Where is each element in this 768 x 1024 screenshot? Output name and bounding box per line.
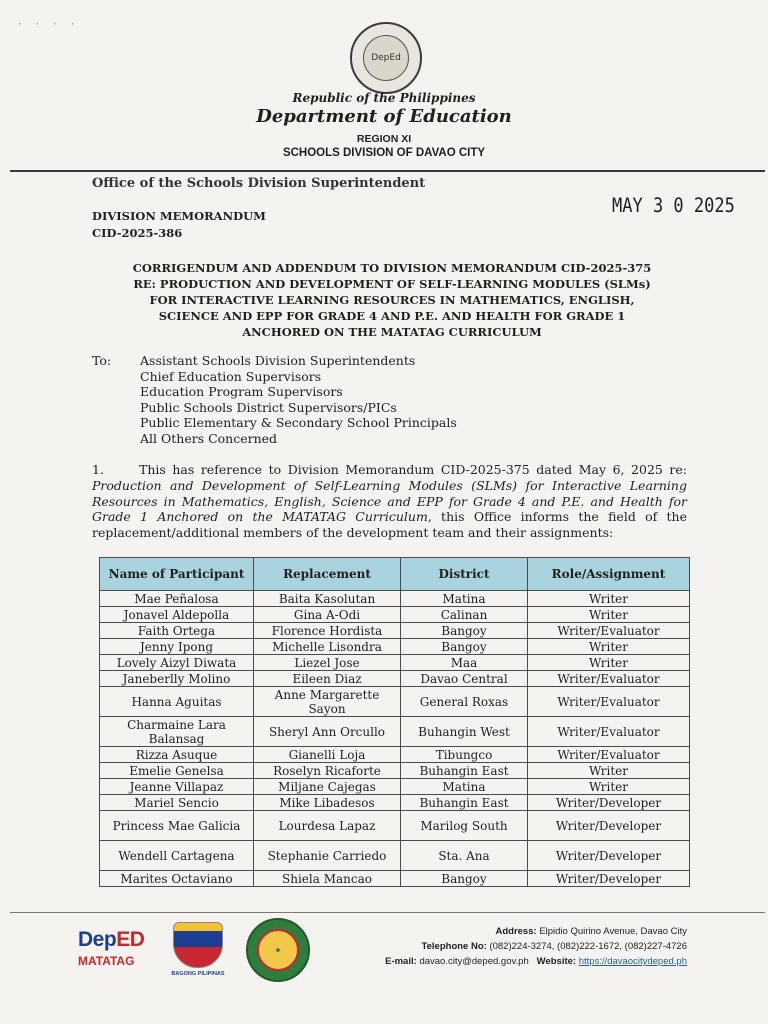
table-row	[100, 623, 690, 639]
table-row	[100, 655, 690, 671]
cell-replacement: Mike Libadesos	[254, 795, 401, 811]
cell-replacement: Stephanie Carriedo	[254, 841, 401, 871]
to-label: To:	[92, 353, 112, 368]
table-row	[100, 811, 690, 841]
paragraph-text: This has reference to Division Memorandum CID-2025-375 dated May 6, 2025 re:	[139, 462, 687, 477]
cell-replacement: Shiela Mancao	[254, 871, 401, 887]
table-row	[100, 871, 690, 887]
cell-replacement: Gianelli Loja	[254, 747, 401, 763]
cell-participant: Marites Octaviano	[100, 871, 254, 887]
recipient-item: Education Program Supervisors	[140, 384, 343, 399]
email-value: davao.city@deped.gov.ph	[419, 956, 529, 967]
davao-seal-center: ★	[257, 929, 299, 971]
cell-role: Writer	[528, 591, 690, 607]
table-row	[100, 841, 690, 871]
table-row	[100, 717, 690, 747]
cell-role: Writer/Evaluator	[528, 623, 690, 639]
table-body	[100, 591, 690, 887]
cell-district: Bangoy	[401, 871, 528, 887]
subject-line: ANCHORED ON THE MATATAG CURRICULUM	[242, 325, 542, 339]
cell-district: Sta. Ana	[401, 841, 528, 871]
region-heading: REGION XI	[356, 133, 412, 145]
header-participant: Name of Participant	[100, 558, 254, 591]
memo-type: DIVISION MEMORANDUM	[92, 209, 266, 223]
department-heading: Department of Education	[256, 106, 512, 127]
address-label: Address:	[495, 926, 537, 937]
bagong-pilipinas-label: BAGONG PILIPINAS	[171, 971, 225, 977]
team-table	[99, 557, 690, 887]
cell-district: Marilog South	[401, 811, 528, 841]
cell-district: Buhangin West	[401, 717, 528, 747]
deped-seal-icon	[350, 22, 422, 94]
cell-district: Buhangin East	[401, 763, 528, 779]
subject-line: FOR INTERACTIVE LEARNING RESOURCES IN MATHEMATICS, ENGLISH,	[149, 293, 635, 307]
date-stamp: MAY 3 0 2025	[612, 194, 735, 218]
cell-role: Writer	[528, 607, 690, 623]
cell-participant: Lovely Aizyl Diwata	[100, 655, 254, 671]
cell-participant: Mariel Sencio	[100, 795, 254, 811]
cell-participant: Faith Ortega	[100, 623, 254, 639]
phone-label: Telephone No:	[421, 941, 487, 952]
cell-district: Calinan	[401, 607, 528, 623]
cell-role: Writer/Developer	[528, 795, 690, 811]
cell-participant: Wendell Cartagena	[100, 841, 254, 871]
header-district: District	[401, 558, 528, 591]
recipient-list	[140, 353, 457, 446]
address-value: Elpidio Quirino Avenue, Davao City	[539, 926, 687, 937]
memo-header	[92, 208, 266, 242]
header-divider	[10, 170, 765, 172]
table-row	[100, 607, 690, 623]
subject-line: SCIENCE AND EPP FOR GRADE 4 AND P.E. AND HEALTH FOR GRADE 1	[158, 309, 626, 323]
scan-marks: · · · ·	[18, 20, 81, 30]
cell-participant: Jonavel Aldepolla	[100, 607, 254, 623]
phone-line	[300, 939, 687, 954]
cell-role: Writer/Developer	[528, 871, 690, 887]
table-row	[100, 639, 690, 655]
cell-replacement: Lourdesa Lapaz	[254, 811, 401, 841]
cell-replacement: Anne Margarette Sayon	[254, 687, 401, 717]
table-row	[100, 747, 690, 763]
table-row	[100, 591, 690, 607]
subject-line: CORRIGENDUM AND ADDENDUM TO DIVISION MEMORANDUM CID-2025-375	[132, 261, 652, 275]
memo-number: CID-2025-386	[92, 226, 183, 240]
cell-district: Davao Central	[401, 671, 528, 687]
republic-heading: Republic of the Philippines	[292, 91, 476, 105]
table-header-row	[100, 558, 690, 591]
cell-district: General Roxas	[401, 687, 528, 717]
cell-role: Writer/Evaluator	[528, 747, 690, 763]
cell-participant: Emelie Genelsa	[100, 763, 254, 779]
cell-participant: Mae Peñalosa	[100, 591, 254, 607]
header-role: Role/Assignment	[528, 558, 690, 591]
cell-replacement: Liezel Jose	[254, 655, 401, 671]
body-paragraph	[92, 462, 687, 541]
cell-participant: Charmaine Lara Balansag	[100, 717, 254, 747]
seal-center: DepEd	[363, 35, 409, 81]
cell-district: Bangoy	[401, 639, 528, 655]
header-replacement: Replacement	[254, 558, 401, 591]
phone-value: (082)224-3274, (082)222-1672, (082)227-4726	[489, 941, 687, 952]
cell-role: Writer/Developer	[528, 841, 690, 871]
deped-dep: Dep	[78, 928, 117, 951]
office-title: Office of the Schools Division Superintendent	[92, 176, 426, 191]
cell-district: Buhangin East	[401, 795, 528, 811]
recipient-item: Assistant Schools Division Superintendents	[140, 353, 416, 368]
bagong-pilipinas-emblem-icon	[173, 922, 223, 968]
division-heading: SCHOOLS DIVISION OF DAVAO CITY	[282, 147, 486, 159]
table-row	[100, 779, 690, 795]
cell-replacement: Eileen Diaz	[254, 671, 401, 687]
website-label: Website:	[536, 956, 577, 967]
cell-district: Maa	[401, 655, 528, 671]
cell-replacement: Florence Hordista	[254, 623, 401, 639]
paragraph-title-italic: Production and Development of Self-Learning Modules (SLMs) for Interactive Learning Resources in Mathematics, English, Science and EPP for Grade 4 and P.E. and Health for Grade 1 Anchored on the MATATAG Curriculum	[92, 477, 687, 525]
cell-participant: Jeanne Villapaz	[100, 779, 254, 795]
cell-district: Matina	[401, 591, 528, 607]
cell-replacement: Miljane Cajegas	[254, 779, 401, 795]
table-row	[100, 795, 690, 811]
recipient-item: Public Elementary & Secondary School Principals	[140, 415, 457, 430]
cell-district: Tibungco	[401, 747, 528, 763]
email-label: E-mail:	[385, 956, 417, 967]
cell-role: Writer/Evaluator	[528, 671, 690, 687]
deped-matatag-logo	[78, 928, 153, 968]
deped-ed: ED	[116, 928, 145, 951]
contact-block	[300, 924, 687, 969]
recipient-item: All Others Concerned	[140, 430, 278, 446]
cell-replacement: Baita Kasolutan	[254, 591, 401, 607]
footer-divider	[10, 912, 765, 913]
website-link[interactable]: https://davaocitydeped.ph	[578, 956, 687, 967]
recipient-item: Chief Education Supervisors	[140, 368, 322, 384]
cell-role: Writer	[528, 763, 690, 779]
matatag-wordmark: MATATAG	[78, 954, 135, 968]
subject-line: RE: PRODUCTION AND DEVELOPMENT OF SELF-LEARNING MODULES (SLMs)	[133, 277, 651, 291]
cell-role: Writer/Developer	[528, 811, 690, 841]
table-row	[100, 671, 690, 687]
cell-participant: Rizza Asuque	[100, 747, 254, 763]
cell-participant: Hanna Aguitas	[100, 687, 254, 717]
cell-role: Writer	[528, 779, 690, 795]
email-website-line	[300, 954, 687, 969]
cell-replacement: Michelle Lisondra	[254, 639, 401, 655]
cell-participant: Princess Mae Galicia	[100, 811, 254, 841]
cell-role: Writer/Evaluator	[528, 717, 690, 747]
bagong-pilipinas-logo	[166, 922, 230, 977]
memo-subject	[92, 260, 692, 340]
table-row	[100, 763, 690, 779]
recipient-item: Public Schools District Supervisors/PICs	[140, 399, 397, 415]
cell-district: Bangoy	[401, 623, 528, 639]
cell-role: Writer/Evaluator	[528, 687, 690, 717]
address-line	[300, 924, 687, 939]
cell-participant: Jenny Ipong	[100, 639, 254, 655]
cell-participant: Janeberlly Molino	[100, 671, 254, 687]
cell-replacement: Roselyn Ricaforte	[254, 763, 401, 779]
table-row	[100, 687, 690, 717]
deped-wordmark	[78, 928, 153, 952]
cell-district: Matina	[401, 779, 528, 795]
paragraph-number: 1.	[92, 462, 104, 477]
cell-role: Writer	[528, 639, 690, 655]
cell-replacement: Sheryl Ann Orcullo	[254, 717, 401, 747]
cell-role: Writer	[528, 655, 690, 671]
cell-replacement: Gina A-Odi	[254, 607, 401, 623]
paragraph-text: , this Office informs the field of the replacement/additional members of the development team and their assignments:	[92, 509, 687, 541]
